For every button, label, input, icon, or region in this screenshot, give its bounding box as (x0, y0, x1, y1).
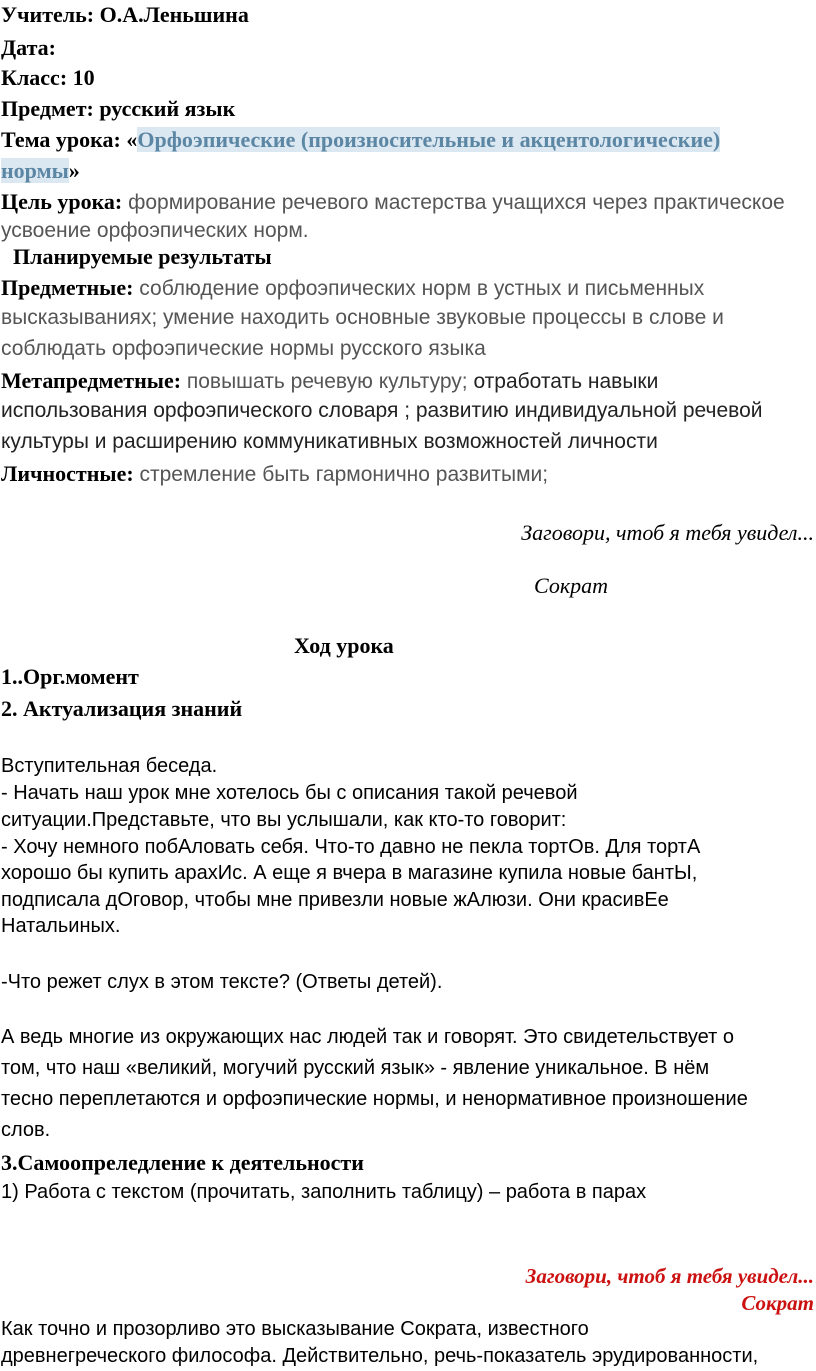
topic-close: » (68, 158, 80, 183)
step-1: 1..Орг.момент (1, 664, 139, 689)
date-line: Дата: (1, 35, 56, 60)
para4-line-2: древнегреческого философа. Действительно, речь-показатель эрудированности, (1, 1345, 759, 1367)
subject-results-line-3: соблюдать орфоэпические нормы русского языка (1, 337, 486, 360)
para2-line-1: - Хочу немного побАловать себя. Что-то давно не пекла тортОв. Для тортА (1, 836, 701, 858)
goal-text-1: формирование речевого мастерства учащихся через практическое (122, 191, 785, 214)
para3-line-2: том, что наш «великий, могучий русский язык» - явление уникальное. В нём (1, 1057, 710, 1079)
subject-results-label: Предметные: (1, 275, 134, 300)
para2-line-2: хорошо бы купить арахИс. А еще я вчера в магазине купила новые бантЫ, (1, 862, 698, 884)
para3-line-1: А ведь многие из окружающих нас людей так и говорят. Это свидетельствует о (1, 1026, 734, 1048)
para3-line-4: слов. (1, 1119, 51, 1141)
lesson-heading: Ход урока (294, 633, 394, 658)
personal-results-line (1, 461, 814, 487)
para3-line-3: тесно переплетаются и орфоэпические нормы, и ненормативное произношение (1, 1088, 748, 1110)
goal-label: Цель урока: (1, 189, 123, 214)
para2-line-4: Натальиных. (1, 915, 121, 937)
question-line: -Что режет слух в этом тексте? (Ответы детей). (1, 971, 443, 993)
subject-line: Предмет: русский язык (1, 96, 236, 121)
para1-line-1: - Начать наш урок мне хотелось бы с описания такой речевой (1, 782, 578, 804)
meta-results-text-grey: повышать речевую культуру; (181, 370, 468, 393)
quote-2: Заговори, чтоб я тебя увидел... (525, 1264, 814, 1288)
teacher-line: Учитель: О.А.Леньшина (1, 2, 249, 27)
para4-line-1: Как точно и прозорливо это высказывание Сократа, известного (1, 1318, 589, 1340)
subject-results-line-2: высказываниях; умение находить основные звуковые процессы в слове и (1, 306, 724, 329)
para1-line-2: ситуации.Представьте, что вы услышали, как кто-то говорит: (1, 809, 567, 831)
results-heading: Планируемые результаты (13, 244, 272, 269)
goal-line-1 (1, 189, 814, 215)
meta-results-label: Метапредметные: (1, 368, 182, 393)
intro-line: Вступительная беседа. (1, 755, 218, 777)
topic-title-part1: Орфоэпические (произносительные и акцентологические) (137, 127, 721, 152)
grade-line: Класс: 10 (1, 65, 95, 90)
meta-results-text-1: отработать навыки (467, 370, 659, 393)
topic-line-1 (1, 127, 814, 153)
step-3: 3.Самоопреледление к деятельности (1, 1150, 364, 1175)
meta-results-line-2: использования орфоэпического словаря ; развитию индивидуальной речевой (1, 399, 763, 422)
goal-line-2: усвоение орфоэпических норм. (1, 219, 309, 242)
topic-label: Тема урока: « (1, 127, 138, 152)
topic-title-part2: нормы (1, 158, 69, 183)
personal-results-text: стремление быть гармонично развитыми; (133, 463, 549, 486)
epigraph-author: Сократ (534, 573, 609, 598)
personal-results-label: Личностные: (1, 461, 134, 486)
epigraph-quote: Заговори, чтоб я тебя увидел... (521, 520, 814, 545)
meta-results-line-3: культуры и расширению коммуникативных возможностей личности (1, 430, 658, 453)
subject-results-text-1: соблюдение орфоэпических норм в устных и письменных (133, 277, 705, 300)
para2-line-3: подписала дОговор, чтобы мне привезли новые жАлюзи. Они красивЕе (1, 889, 669, 911)
step-2: 2. Актуализация знаний (1, 696, 243, 721)
meta-results-line-1 (1, 368, 814, 394)
task-1: 1) Работа с текстом (прочитать, заполнить таблицу) – работа в парах (1, 1181, 647, 1203)
author-2: Сократ (741, 1291, 814, 1315)
topic-line-2 (1, 158, 814, 184)
subject-results-line-1 (1, 275, 814, 301)
